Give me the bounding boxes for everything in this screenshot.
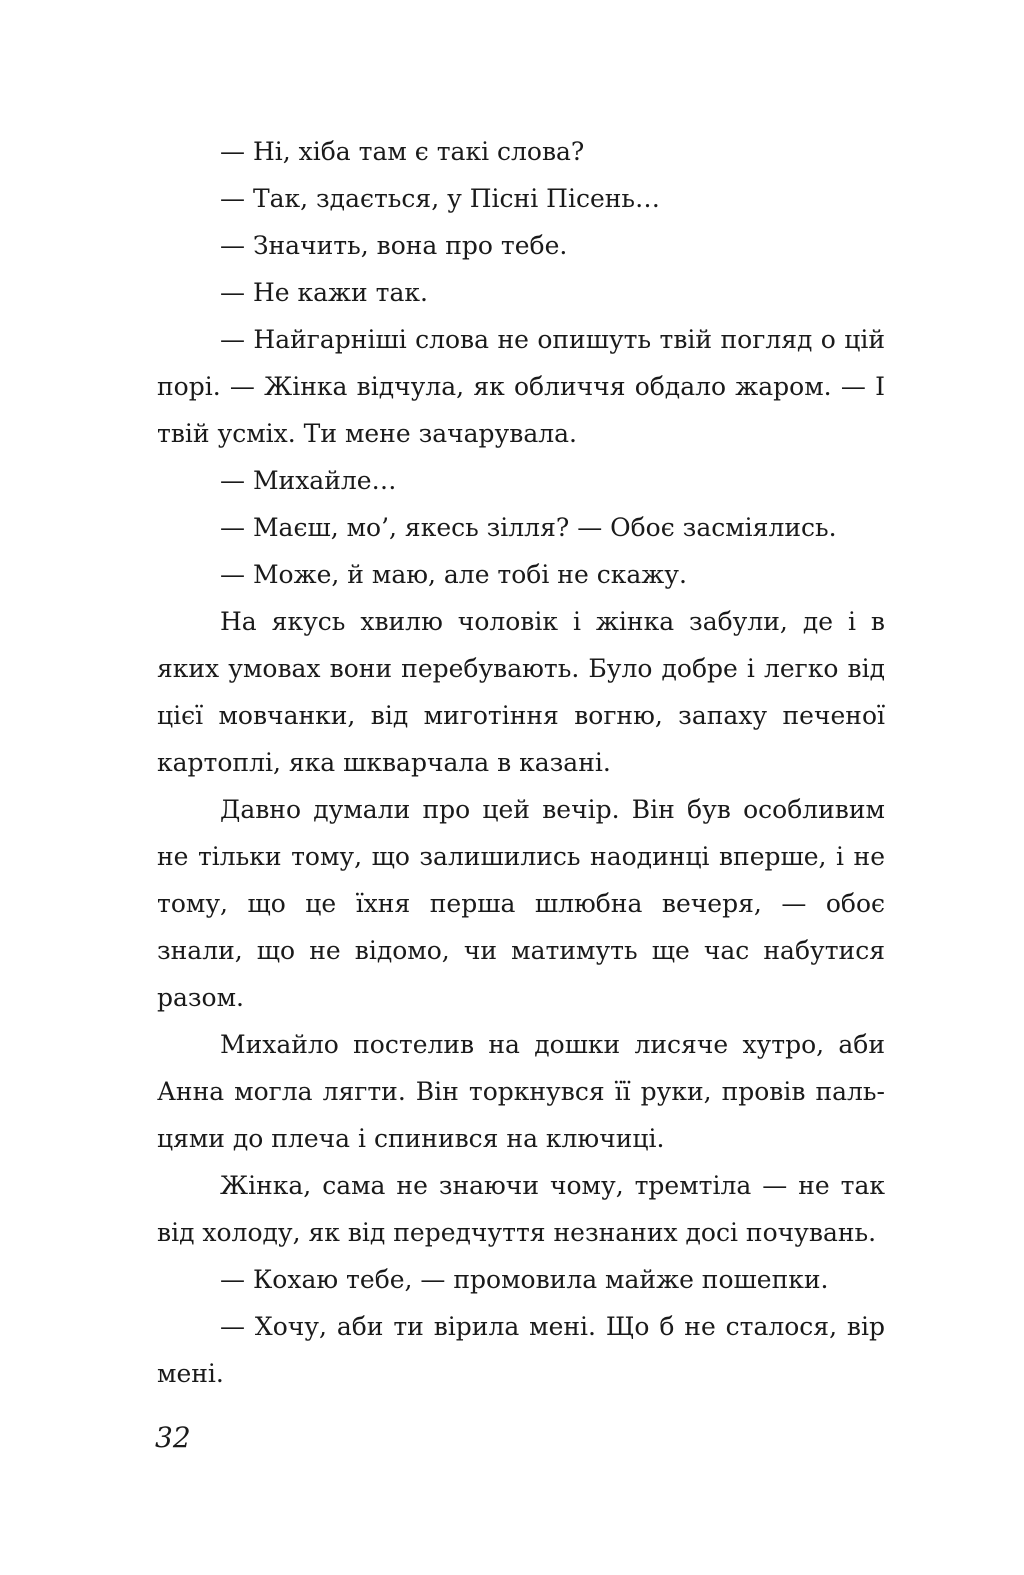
paragraph: — Може, й маю, але тобі не скажу. [220,560,687,589]
paragraph: Жінка, сама не знаючи чому, тремтіла — не так від холоду, як від передчуття незнаних досі почувань. [157,1171,885,1247]
paragraph: — Михайле… [220,466,397,495]
paragraph: — Хочу, аби ти вірила мені. Що б не сталося, вір мені. [157,1312,885,1388]
page-number: 32 [155,1421,191,1454]
paragraph: — Значить, вона про тебе. [220,231,568,260]
paragraph: — Маєш, мо’, якесь зілля? — Обоє засміялись. [220,513,837,542]
paragraph: — Так, здається, у Пісні Пісень… [220,184,661,213]
paragraph: — Кохаю тебе, — промовила майже пошепки. [220,1265,829,1294]
paragraph: — Не кажи так. [220,278,428,307]
paragraph: Давно думали про цей вечір. Він був особливим не тільки тому, що залишились наодинці вперше, і не тому, що це їхня перша шлюбна вечеря, — обоє знали, що не відомо, чи матимуть ще час набутися разом. [157,795,885,1012]
paragraph: На якусь хвилю чоловік і жінка забули, де і в яких умовах вони перебувають. Було добре і легко від цієї мовчанки, від миготіння вогню, запаху печеної картоплі, яка шкварчала в казані. [157,607,885,777]
paragraph: Михайло постелив на дошки лисяче хутро, аби Анна могла лягти. Він торкнувся її руки, провів пальцями до плеча і спинився на ключиці. [157,1030,885,1153]
paragraph: — Ні, хіба там є такі слова? [220,137,585,166]
body-text [157,128,885,1397]
paragraph: — Найгарніші слова не опишуть твій погляд о цій порі. — Жінка відчула, як обличчя обдало жаром. — І твій усміх. Ти мене зачарувала. [157,325,885,448]
